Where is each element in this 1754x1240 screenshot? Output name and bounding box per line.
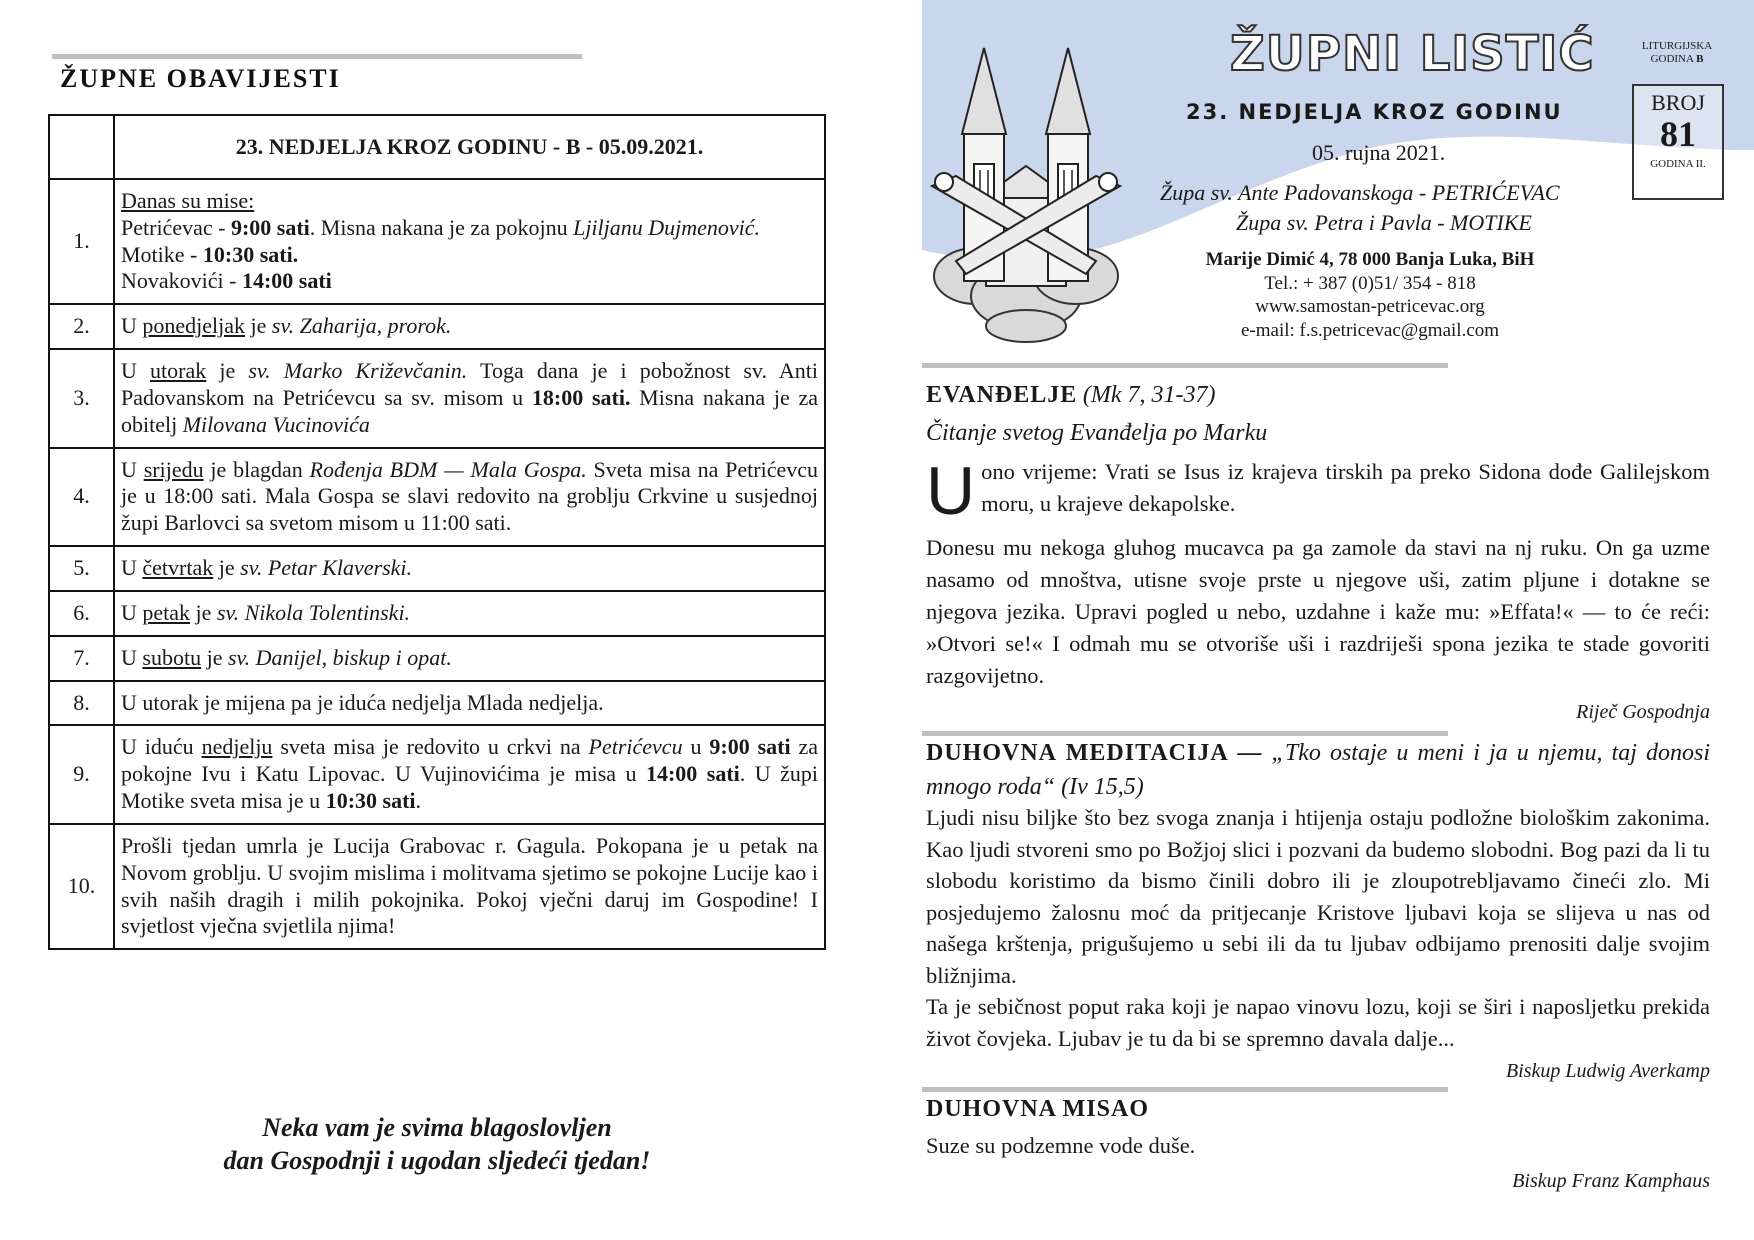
notice-number: 9. <box>49 725 114 823</box>
notice-segment: U <box>121 555 143 581</box>
notice-line <box>121 358 818 438</box>
issue-label: BROJ <box>1651 90 1705 115</box>
notice-segment: 14:00 sati <box>241 268 332 294</box>
notice-number: 8. <box>49 681 114 726</box>
notice-text <box>114 636 825 681</box>
notice-row <box>49 681 825 726</box>
notice-text <box>114 725 825 823</box>
notice-segment: 9:00 sati <box>709 734 791 760</box>
notice-number: 5. <box>49 546 114 591</box>
liturgy-year-letter: B <box>1696 53 1704 66</box>
notice-segment: srijedu <box>143 456 204 482</box>
notice-segment: . <box>415 788 422 814</box>
notice-text <box>114 681 825 726</box>
gospel-title: EVANĐELJE <box>926 382 1078 408</box>
notice-segment: . U župi Motike sveta misa je u <box>121 761 819 814</box>
gospel-intro: Čitanje svetog Evanđelja po Marku <box>926 420 1268 446</box>
notice-number: 3. <box>49 349 114 447</box>
notice-line <box>121 734 818 814</box>
notice-segment: U utorak je mijena pa je iduća nedjelja Mlada nedjelja. <box>121 689 604 715</box>
notice-segment: Petrićevcu <box>588 734 683 760</box>
notice-segment: 9:00 sati <box>230 214 310 240</box>
notice-text <box>114 448 825 546</box>
notice-text <box>114 546 825 591</box>
notice-row <box>49 179 825 304</box>
notice-segment: Milovana Vucinovića <box>182 411 370 437</box>
notice-segment: U <box>121 599 143 625</box>
notice-line <box>121 215 818 242</box>
notice-row <box>49 725 825 823</box>
left-top-rule <box>52 54 582 59</box>
meditation-title: DUHOVNA MEDITACIJA — <box>926 740 1263 766</box>
notice-segment: Toga dana je i pobožnost sv. Anti Padovanskom na Petrićevcu sa sv. misom u <box>121 358 818 410</box>
liturgy-line-1: LITURGIJSKA <box>1641 40 1713 52</box>
notice-segment: sv. Zaharija, prorok. <box>271 313 452 339</box>
notice-segment: Prošli tjedan umrla je Lucija Grabovac r. Gagula. Pokopana je u petak na Novom groblju. U svojim mislima i molitvama sjetimo se pokojne Lucije kao i svih naših dragih i milih pokojnika. Pokoj vječni daruj im Gospodine! I svjetlost vječna svjetlila njima! <box>121 832 818 939</box>
notice-line <box>121 457 818 537</box>
notice-segment: je <box>213 555 241 581</box>
notice-line <box>121 600 818 627</box>
notice-row <box>49 636 825 681</box>
notice-line <box>121 188 818 215</box>
website-link[interactable]: www.samostan-petricevac.org <box>1255 296 1485 318</box>
gospel-heading <box>926 378 1710 412</box>
notices-header-row <box>49 115 825 179</box>
notices-header-title: 23. NEDJELJA KROZ GODINU - B - 05.09.2021. <box>114 115 825 179</box>
issue-year: GODINA II. <box>1650 157 1706 170</box>
notice-segment: sv. Marko Križevčanin. <box>248 358 468 384</box>
notice-segment: ponedjeljak <box>142 313 246 339</box>
notice-segment: Sveta misa na Petrićevcu je u 18:00 sati. Mala Gospa se slavi redovito na groblju Crkvine u susjednoj župi Barlovci sa svetom misom u 11:00 sati. <box>121 456 818 536</box>
gospel-top-rule <box>922 363 1448 368</box>
gospel-paragraph-1 <box>926 453 1710 529</box>
newsletter-masthead: ŽUPNI LISTIĆ <box>1230 26 1595 82</box>
notice-text <box>114 349 825 447</box>
notice-line <box>121 645 818 672</box>
notice-segment: u <box>682 734 710 760</box>
notice-segment: sv. Nikola Tolentinski. <box>216 599 411 625</box>
notice-row <box>49 546 825 591</box>
notice-segment: 14:00 sati <box>645 761 740 787</box>
gospel-paragraph-1-text: ono vrijeme: Vrati se Isus iz krajeva tirskih pa preko Sidona dođe Galilejskom moru, u krajeve dekapolske. <box>981 459 1710 516</box>
notice-text <box>114 591 825 636</box>
meditation-author: Biskup Ludwig Averkamp <box>1505 1060 1710 1082</box>
notice-segment: je <box>190 599 217 625</box>
meditation-paragraph-1: Ljudi nisu biljke što bez svoga znanja i htijenja ostaju podložne biološkim zakonima. Kao ljudi stvoreni smo po Božjoj slici i pozvani da budemo slobodni. Bog pazi da li tu slobodu koristimo da bismo činili dobro ili je zloupotrebljavamo čineći zlo. Mi posjedujemo žalosnu moć da pritjecanje Kristove ljubavi koja se slijeva u nas od našega krštenja, prigušujemo u sebi ili da tu ljubav odbijamo prenositi dalje svojim bližnjima. <box>926 805 1710 988</box>
notice-text <box>114 824 825 949</box>
notice-segment: U <box>121 358 151 384</box>
meditation-quote: „Tko ostaje u meni i ja u njemu, taj donosi mnogo roda“ (Iv 15,5) <box>926 740 1710 801</box>
liturgical-year-label <box>1622 40 1732 66</box>
header-num-cell <box>49 115 114 179</box>
meditation-paragraph-2: Ta je sebičnost poput raka koji je napao vinovu lozu, koji se širi i naposljetku prekida život čovjeka. Ljubav je tu da bi se spremno davala dalje... <box>926 994 1710 1051</box>
gospel-closing: Riječ Gospodnja <box>1576 701 1710 723</box>
notice-segment: Ljiljanu Dujmenović. <box>573 214 761 240</box>
notice-segment: utorak <box>150 358 207 384</box>
notice-number: 6. <box>49 591 114 636</box>
notice-segment: je blagdan <box>203 456 310 482</box>
liturgy-year-text: GODINA <box>1650 53 1697 66</box>
notice-segment: Misna nakana je za obitelj <box>121 384 819 437</box>
meditation-heading <box>926 736 1710 804</box>
notice-line <box>121 313 818 340</box>
notice-segment: 18:00 sati. <box>531 384 631 410</box>
notice-number: 7. <box>49 636 114 681</box>
liturgy-line-2 <box>1622 53 1732 66</box>
notice-text <box>114 179 825 304</box>
notice-segment: . Misna nakana je za pokojnu <box>309 214 574 240</box>
meditation-body <box>926 802 1710 1054</box>
notice-line <box>121 242 818 269</box>
notice-segment: za pokojne Ivu i Katu Lipovac. U Vujinovićima je misa u <box>121 734 819 787</box>
notice-line <box>121 555 818 582</box>
postal-address: Marije Dimić 4, 78 000 Banja Luka, BiH <box>1205 249 1535 270</box>
notice-segment: 10:30 sati. <box>202 241 299 267</box>
notice-segment: petak <box>142 599 191 625</box>
notice-segment: je <box>206 358 249 384</box>
notice-segment: je <box>201 644 228 670</box>
notice-number: 1. <box>49 179 114 304</box>
notice-segment: U <box>121 456 144 482</box>
notice-number: 10. <box>49 824 114 949</box>
thought-title: DUHOVNA MISAO <box>926 1096 1150 1122</box>
thought-heading <box>926 1092 1710 1126</box>
notice-segment: sv. Danijel, biskup i opat. <box>227 644 452 670</box>
blessing-line-1: Neka vam je svima blagoslovljen <box>262 1113 612 1142</box>
notices-table <box>48 114 826 950</box>
gospel-reference: (Mk 7, 31-37) <box>1082 382 1216 408</box>
notice-number: 4. <box>49 448 114 546</box>
notice-segment: sveta misa je redovito u crkvi na <box>272 734 589 760</box>
notice-segment: četvrtak <box>142 555 214 581</box>
notice-segment: Rođenja BDM — Mala Gospa. <box>309 456 587 482</box>
notice-row <box>49 304 825 349</box>
notice-segment: Danas su mise: <box>121 188 255 213</box>
notice-segment: Motike - <box>121 241 203 267</box>
notice-row <box>49 591 825 636</box>
issue-number-box <box>1632 84 1724 200</box>
notice-segment: je <box>245 313 272 339</box>
notice-segment: 10:30 sati <box>325 788 416 814</box>
notice-number: 2. <box>49 304 114 349</box>
notice-line <box>121 268 818 295</box>
notice-row <box>49 448 825 546</box>
thought-text: Suze su podzemne vode duše. <box>926 1133 1196 1158</box>
notice-segment: nedjelju <box>201 734 273 760</box>
notice-segment: Novakovići - <box>121 268 242 294</box>
sunday-title: 23. NEDJELJA KROZ GODINU <box>1186 100 1563 124</box>
notice-line <box>121 690 818 717</box>
notice-segment: U <box>121 313 143 339</box>
notice-segment: U iduću <box>121 734 202 760</box>
notice-row <box>49 349 825 447</box>
thought-author: Biskup Franz Kamphaus <box>1512 1170 1710 1192</box>
notice-segment: Petrićevac - <box>121 214 231 240</box>
notice-segment: sv. Petar Klaverski. <box>240 555 413 581</box>
gospel-paragraph-2: Donesu mu nekoga gluhog mucavca pa ga zamole da stavi na nj ruku. On ga uzme nasamo od mnoštva, utisne svoje prste u njegove uši, zatim pljune i dotakne se njegova jezika. Upravi pogled u nebo, uzdahne i kaže mu: »Effata!« — to će reći: »Otvori se!« I odmah mu se otvoriše uši i razdriješi spona jezika te stade govoriti razgovijetno. <box>926 535 1710 688</box>
closing-blessing <box>48 1112 826 1177</box>
church-logo-image <box>926 46 1126 346</box>
parish-motike: Župa sv. Petra i Pavla - MOTIKE <box>1236 210 1532 235</box>
contact-block <box>1170 248 1570 342</box>
parish-petricevac: Župa sv. Ante Padovanskoga - PETRIĆEVAC <box>1160 180 1560 205</box>
notice-segment: U <box>121 644 143 670</box>
gospel-dropcap: U <box>926 453 976 529</box>
issue-date: 05. rujna 2021. <box>1312 140 1446 165</box>
notice-segment: subotu <box>142 644 202 670</box>
phone-number: Tel.: + 387 (0)51/ 354 - 818 <box>1264 272 1476 294</box>
notice-text <box>114 304 825 349</box>
notices-title: ŽUPNE OBAVIJESTI <box>60 64 341 93</box>
notice-line <box>121 833 818 940</box>
blessing-line-2: dan Gospodnji i ugodan sljedeći tjedan! <box>223 1145 651 1175</box>
email-link[interactable]: e-mail: f.s.petricevac@gmail.com <box>1240 319 1500 341</box>
notice-row <box>49 824 825 949</box>
issue-number: 81 <box>1660 114 1696 154</box>
